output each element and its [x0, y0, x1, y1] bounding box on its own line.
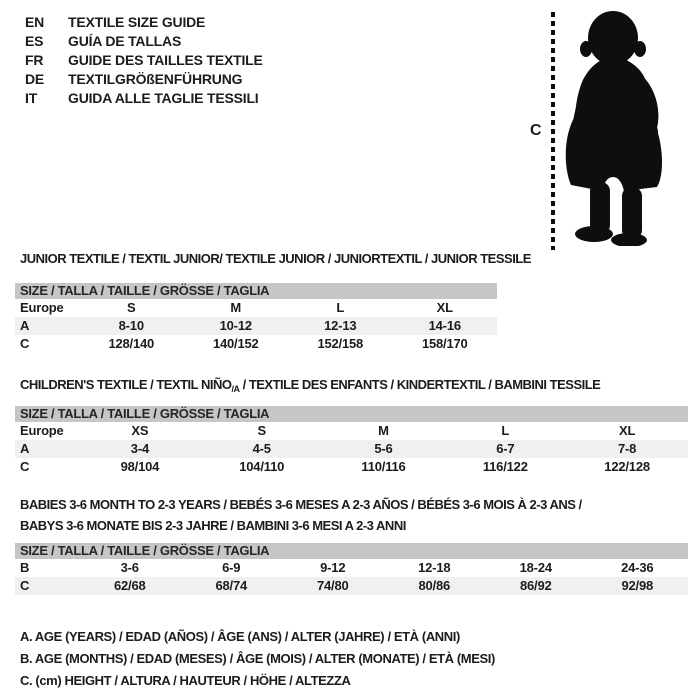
- babies-title-line-1: BABIES 3-6 MONTH TO 2-3 YEARS / BEBÉS 3-6 MESES A 2-3 AÑOS / BÉBÉS 3-6 MOIS À 2-3 ANS /: [20, 497, 582, 512]
- language-label: TEXTILE SIZE GUIDE: [68, 14, 206, 30]
- children-size-table: [15, 406, 688, 476]
- footnote-line: A. AGE (YEARS) / EDAD (AÑOS) / ÂGE (ANS) / ALTER (JAHRE) / ETÀ (ANNI): [20, 629, 460, 644]
- height-dashed-line-icon: [551, 12, 555, 250]
- language-label: GUIDE DES TAILLES TEXTILE: [68, 52, 263, 68]
- language-code: FR: [25, 52, 44, 68]
- footnote-line: C. (cm) HEIGHT / ALTURA / HAUTEUR / HÖHE / ALTEZZA: [20, 673, 351, 688]
- children-title-pre: CHILDREN'S TEXTILE / TEXTIL NIÑO: [20, 377, 232, 392]
- table-cell: M: [378, 423, 389, 438]
- table-cell: 8-10: [118, 318, 144, 333]
- table-row: [15, 335, 497, 353]
- table-cell: XL: [436, 300, 453, 315]
- table-cell: 122/128: [604, 459, 650, 474]
- children-title-subscript: /A: [231, 384, 240, 394]
- footnote-legend: [20, 626, 495, 692]
- table-cell: 10-12: [219, 318, 252, 333]
- table-row: [15, 422, 688, 440]
- table-cell: 62/68: [113, 578, 146, 593]
- table-cell: 140/152: [212, 336, 259, 351]
- table-cell: 116/122: [482, 459, 528, 474]
- table-cell: L: [501, 423, 510, 438]
- table-row: [15, 299, 497, 317]
- table-cell: XL: [618, 423, 636, 438]
- row-label: B: [20, 560, 30, 575]
- footnote-line: B. AGE (MONTHS) / EDAD (MESES) / ÂGE (MOIS) / ALTER (MONATE) / ETÀ (MESI): [20, 651, 495, 666]
- table-cell: 74/80: [316, 578, 349, 593]
- language-label: GUÍA DE TALLAS: [68, 33, 182, 49]
- toddler-silhouette-icon: [561, 6, 667, 246]
- table-cell: 7-8: [617, 441, 637, 456]
- row-label: A: [20, 318, 30, 333]
- table-cell: 128/140: [108, 336, 155, 351]
- children-title-post: / TEXTILE DES ENFANTS / KINDERTEXTIL / BAMBINI TESSILE: [239, 377, 601, 392]
- row-label: Europe: [20, 423, 64, 438]
- row-label: C: [20, 459, 30, 474]
- row-label: C: [20, 336, 30, 351]
- height-measure-label: C: [530, 122, 542, 139]
- table-row: [15, 317, 497, 335]
- children-table-title: [15, 378, 688, 393]
- size-header-bar: SIZE / TALLA / TAILLE / GRÖSSE / TAGLIA: [15, 283, 497, 299]
- table-cell: 110/116: [361, 459, 406, 474]
- table-cell: 158/170: [421, 336, 468, 351]
- row-label: Europe: [20, 300, 64, 315]
- table-cell: 9-12: [320, 560, 346, 575]
- table-cell: 12-13: [324, 318, 357, 333]
- babies-table-section: [15, 494, 688, 595]
- table-cell: 6-7: [496, 441, 515, 456]
- table-cell: L: [336, 300, 345, 315]
- table-cell: 18-24: [519, 560, 552, 575]
- babies-size-table: [15, 543, 688, 595]
- height-figure: [520, 4, 698, 252]
- table-cell: XS: [131, 423, 149, 438]
- table-cell: 104/110: [239, 459, 285, 474]
- table-cell: 5-6: [374, 441, 393, 456]
- table-cell: 80/86: [418, 578, 451, 593]
- language-code: EN: [25, 14, 45, 30]
- language-row: [25, 89, 263, 108]
- table-cell: 3-4: [130, 441, 149, 456]
- table-row: [15, 440, 688, 458]
- language-list: [25, 13, 263, 108]
- language-code: ES: [25, 33, 44, 49]
- table-cell: 86/92: [519, 578, 552, 593]
- table-cell: 4-5: [252, 441, 271, 456]
- table-row: [15, 577, 688, 595]
- language-row: [25, 32, 263, 51]
- babies-title-line-2: BABYS 3-6 MONATE BIS 2-3 JAHRE / BAMBINI 3-6 MESI A 2-3 ANNI: [20, 518, 406, 533]
- table-cell: 68/74: [215, 578, 248, 593]
- table-cell: 3-6: [120, 560, 139, 575]
- language-code: DE: [25, 71, 45, 87]
- table-row: [15, 458, 688, 476]
- junior-table-title: JUNIOR TEXTILE / TEXTIL JUNIOR/ TEXTILE JUNIOR / JUNIORTEXTIL / JUNIOR TESSILE: [20, 251, 531, 266]
- table-cell: 12-18: [418, 560, 451, 575]
- language-code: IT: [25, 90, 38, 106]
- table-cell: 92/98: [621, 578, 654, 593]
- babies-table-title: [15, 494, 688, 536]
- table-cell: 24-36: [621, 560, 654, 575]
- row-label: C: [20, 578, 30, 593]
- language-label: GUIDA ALLE TAGLIE TESSILI: [68, 90, 259, 106]
- children-table-section: [15, 378, 688, 476]
- junior-table-section: [15, 251, 531, 353]
- table-cell: S: [127, 300, 136, 315]
- table-cell: M: [230, 300, 242, 315]
- size-header-bar: SIZE / TALLA / TAILLE / GRÖSSE / TAGLIA: [15, 406, 688, 422]
- language-row: [25, 51, 263, 70]
- table-cell: 98/104: [120, 459, 160, 474]
- table-cell: S: [257, 423, 266, 438]
- table-cell: 14-16: [428, 318, 461, 333]
- language-row: [25, 70, 263, 89]
- language-label: TEXTILGRÖßENFÜHRUNG: [68, 71, 243, 87]
- row-label: A: [20, 441, 30, 456]
- table-cell: 152/158: [317, 336, 364, 351]
- table-cell: 6-9: [222, 560, 241, 575]
- table-row: [15, 559, 688, 577]
- language-row: [25, 13, 263, 32]
- size-header-bar: SIZE / TALLA / TAILLE / GRÖSSE / TAGLIA: [15, 543, 688, 559]
- junior-size-table: [15, 283, 497, 353]
